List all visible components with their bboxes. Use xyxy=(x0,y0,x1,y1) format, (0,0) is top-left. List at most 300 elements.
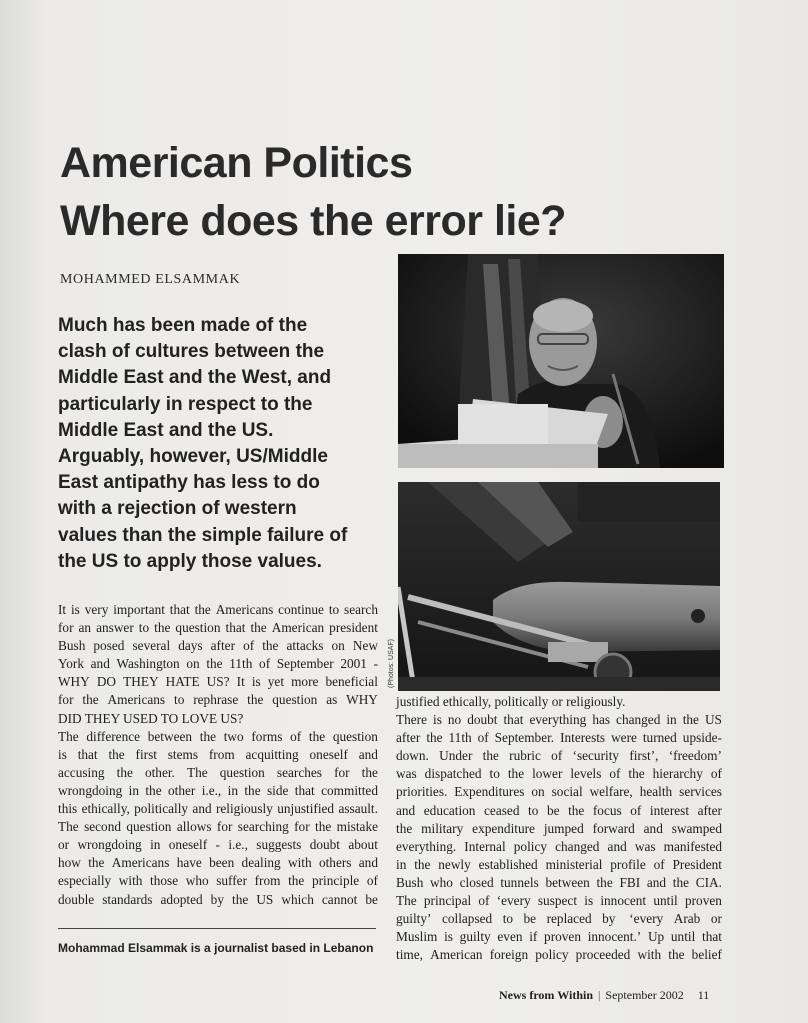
body-word: Internal xyxy=(464,838,506,854)
body-word: HATE xyxy=(165,674,200,690)
body-word: after xyxy=(210,638,236,654)
title-line-1: American Politics xyxy=(60,139,413,187)
body-word: was xyxy=(396,766,417,782)
body-line xyxy=(396,783,722,801)
body-line xyxy=(396,711,722,729)
body-line xyxy=(396,820,722,838)
body-word: innocent xyxy=(600,893,647,909)
body-word: FBI xyxy=(619,874,641,890)
body-word: is xyxy=(70,602,80,617)
body-word: the xyxy=(682,712,699,728)
lead-line: Middle East and the US. xyxy=(58,419,274,441)
body-word: doubt xyxy=(309,837,340,853)
body-word: - xyxy=(215,837,220,853)
body-word: i.e., xyxy=(228,837,248,853)
body-word: Up xyxy=(647,929,665,945)
munition-photo-graphic xyxy=(398,482,720,691)
body-word: oneself xyxy=(309,746,348,762)
body-word: been xyxy=(209,855,235,871)
body-word: dispatched xyxy=(424,766,482,782)
body-word: days xyxy=(178,638,203,654)
body-word: health xyxy=(639,784,673,800)
body-word: the xyxy=(308,728,326,744)
body-word: that xyxy=(77,746,98,762)
body-word: question xyxy=(272,692,318,708)
body-word: ‘every xyxy=(629,911,664,927)
body-word: between xyxy=(147,728,193,744)
body-word: of xyxy=(243,638,255,654)
body-word: committed xyxy=(321,782,378,798)
body-word: the xyxy=(250,620,267,636)
footer-publication: News from Within xyxy=(499,988,594,1002)
body-word: i.e., xyxy=(201,782,222,798)
body-word: - xyxy=(373,656,378,672)
body-word: suffer xyxy=(216,873,248,889)
body-word: the xyxy=(596,874,613,890)
body-word: swamped xyxy=(671,820,722,836)
body-word: assault. xyxy=(338,801,378,817)
body-word: the xyxy=(108,746,125,762)
body-word: It xyxy=(236,674,245,690)
body-word: is xyxy=(251,674,261,690)
body-word: Bush xyxy=(396,874,424,890)
body-word: to xyxy=(138,620,150,636)
body-word: question xyxy=(332,728,378,744)
body-word: has xyxy=(592,712,611,728)
body-word: as xyxy=(326,692,338,708)
body-word: first xyxy=(135,746,157,762)
body-word: US xyxy=(256,891,274,907)
body-word: jumped xyxy=(543,820,584,836)
body-word: others xyxy=(318,855,352,871)
body-word: The xyxy=(58,819,79,835)
body-word: the xyxy=(426,730,443,746)
body-word: by xyxy=(602,911,619,927)
body-word: the xyxy=(232,891,249,907)
body-word: The xyxy=(58,728,79,744)
body-word: US? xyxy=(206,674,230,690)
body-word: and xyxy=(358,746,378,762)
body-line xyxy=(58,691,378,709)
body-line xyxy=(58,619,378,637)
body-word: welfare, xyxy=(589,784,633,800)
body-word: that xyxy=(294,782,315,798)
body-word: posed xyxy=(93,638,125,654)
body-word: focus xyxy=(592,802,622,818)
body-word: beneficial xyxy=(325,674,378,690)
body-word: the xyxy=(247,692,264,708)
body-word: the xyxy=(116,764,133,780)
body-word: on xyxy=(186,656,200,672)
body-word: after xyxy=(396,730,421,746)
body-word: accusing xyxy=(58,764,105,780)
body-word: to xyxy=(489,766,500,782)
body-word: and xyxy=(358,855,378,871)
body-word: especially xyxy=(58,873,112,889)
body-word: manifested xyxy=(663,838,722,854)
body-line xyxy=(58,800,378,818)
body-word: the xyxy=(262,638,279,654)
body-word: unjustified xyxy=(277,801,335,817)
body-line xyxy=(396,729,722,747)
body-word: is xyxy=(58,746,67,762)
body-line xyxy=(58,746,378,764)
speaker-photo-graphic xyxy=(398,254,724,468)
body-word: CIA. xyxy=(695,874,722,890)
body-word: expenditure xyxy=(472,820,535,836)
body-word: if xyxy=(529,929,538,945)
body-word: It xyxy=(58,602,67,617)
body-word: in xyxy=(666,712,677,728)
body-word: the xyxy=(154,620,171,636)
body-word: New xyxy=(352,638,378,654)
body-line xyxy=(58,637,378,655)
footer-separator: | xyxy=(598,988,601,1002)
body-word: the xyxy=(315,819,332,835)
body-word: answer xyxy=(96,620,134,636)
body-word: other. xyxy=(144,764,175,780)
body-word: more xyxy=(291,674,319,690)
body-word: military xyxy=(421,820,464,836)
body-word: everything xyxy=(529,712,587,728)
body-word: is xyxy=(444,929,453,945)
body-word: stems xyxy=(167,746,199,762)
body-word: time, xyxy=(396,947,423,963)
title-line-2: Where does the error lie? xyxy=(60,197,567,245)
body-line xyxy=(396,856,722,874)
body-word: was xyxy=(634,838,656,854)
lead-line: East antipathy has less to do xyxy=(58,472,320,494)
body-line xyxy=(396,910,722,928)
body-word: the xyxy=(396,820,413,836)
body-word: after xyxy=(697,802,722,818)
body-word: social xyxy=(551,784,583,800)
body-word: be xyxy=(546,802,560,818)
body-word: is xyxy=(584,893,594,909)
body-word: of xyxy=(290,728,302,744)
body-word: two xyxy=(223,728,244,744)
body-word: the xyxy=(194,602,211,617)
body-word: difference xyxy=(86,728,141,744)
body-word: the xyxy=(628,766,645,782)
body-word: with xyxy=(288,855,312,871)
body-word: principle xyxy=(311,873,360,889)
body-word: the xyxy=(361,764,378,780)
body-word: allows xyxy=(176,819,212,835)
body-word: how xyxy=(58,855,81,871)
body-word: the xyxy=(145,782,162,798)
body-word: the xyxy=(288,873,305,889)
body-word: standards xyxy=(102,891,153,907)
body-word: 2001 xyxy=(340,656,367,672)
body-word: and xyxy=(643,820,663,836)
body-word: for xyxy=(58,620,74,636)
body-word: or xyxy=(58,837,70,853)
body-word: down. xyxy=(396,748,429,764)
body-word: ‘freedom’ xyxy=(668,748,722,764)
body-word: Under xyxy=(439,748,473,764)
body-word: searches xyxy=(276,764,322,780)
body-word: American xyxy=(271,620,325,636)
body-word: president xyxy=(329,620,378,636)
body-word: Expenditures xyxy=(454,784,525,800)
bio-divider xyxy=(58,928,376,929)
body-word: foreign xyxy=(489,947,529,963)
body-word: established xyxy=(478,856,538,872)
lead-line: values than the simple failure of xyxy=(58,524,348,546)
body-word: suspect xyxy=(537,893,578,909)
body-line: DID THEY USED TO LOVE US? xyxy=(58,710,244,726)
article-title xyxy=(60,134,760,250)
body-word: no xyxy=(447,712,462,728)
body-word: DO xyxy=(96,674,117,690)
body-word: the xyxy=(244,782,261,798)
body-word: newly xyxy=(438,856,471,872)
body-word: in xyxy=(150,837,161,853)
body-line xyxy=(396,874,722,892)
body-word: who xyxy=(430,874,453,890)
body-word: closed xyxy=(459,874,494,890)
body-word: Americans xyxy=(107,692,166,708)
footer-page-number: 11 xyxy=(697,988,710,1002)
body-word: question xyxy=(175,620,221,636)
body-word: interest xyxy=(649,802,690,818)
body-word: for xyxy=(216,819,233,835)
body-word: those xyxy=(150,873,179,889)
body-word: September. xyxy=(494,730,555,746)
body-word: were xyxy=(611,730,637,746)
body-line xyxy=(58,764,378,782)
body-word: be xyxy=(523,911,537,927)
body-word: THEY xyxy=(123,674,159,690)
body-word: of xyxy=(653,856,665,872)
body-word: the xyxy=(672,874,689,890)
body-word: rephrase xyxy=(193,692,239,708)
body-word: The xyxy=(186,764,208,780)
body-word: the xyxy=(482,748,499,764)
body-word: to xyxy=(328,602,340,617)
body-column-right xyxy=(396,693,722,964)
body-word: question xyxy=(219,764,265,780)
footer-date: September 2002 xyxy=(605,988,684,1002)
body-word: WHY xyxy=(58,674,90,690)
body-word: for xyxy=(334,764,350,780)
body-word: Interests xyxy=(560,730,606,746)
body-word: and xyxy=(607,838,627,854)
body-word: dealing xyxy=(241,855,281,871)
body-word: priorities. xyxy=(396,784,448,800)
body-word: proven xyxy=(684,893,722,909)
body-line xyxy=(396,747,722,765)
body-word: politically xyxy=(134,801,189,817)
body-word: changed xyxy=(555,838,600,854)
body-word: hierarchy xyxy=(652,766,703,782)
body-word: the xyxy=(82,692,99,708)
body-word: continue xyxy=(278,602,324,617)
body-word: education xyxy=(423,802,476,818)
body-word: the xyxy=(507,766,525,782)
body-line xyxy=(58,782,378,800)
body-word: important xyxy=(113,602,165,617)
body-word: about xyxy=(348,837,378,853)
body-word: the xyxy=(206,656,223,672)
body-word: of xyxy=(710,766,722,782)
body-word: belief xyxy=(691,947,722,963)
body-word: which xyxy=(281,891,314,907)
body-word: by xyxy=(210,891,224,907)
photo-munition-loader xyxy=(398,482,720,691)
body-word: the xyxy=(414,856,431,872)
body-word: WHY xyxy=(346,692,378,708)
body-word: several xyxy=(132,638,171,654)
body-word: services xyxy=(679,784,722,800)
body-word: collapsed xyxy=(441,911,493,927)
body-word: and xyxy=(90,656,110,672)
author-bio: Mohammad Elsammak is a journalist based in Lebanon xyxy=(58,941,374,955)
body-word: turned xyxy=(642,730,677,746)
body-line xyxy=(396,928,722,946)
body-line xyxy=(58,818,378,836)
body-word: on xyxy=(331,638,345,654)
body-word: guilty’ xyxy=(396,911,432,927)
body-word: with xyxy=(118,873,143,889)
body-word: the xyxy=(568,802,585,818)
body-word: The xyxy=(396,893,417,909)
body-word: from xyxy=(254,873,281,889)
body-word: first’, xyxy=(629,748,659,764)
body-word: 11th xyxy=(448,730,472,746)
lead-line: with a rejection of western xyxy=(58,498,297,520)
body-word: suggests xyxy=(256,837,302,853)
body-word: of xyxy=(366,873,378,889)
body-word: until xyxy=(670,929,696,945)
body-word: attacks xyxy=(286,638,324,654)
body-word: on xyxy=(531,784,545,800)
body-word: of xyxy=(609,766,621,782)
body-word: everything. xyxy=(396,838,457,854)
body-word: the xyxy=(199,728,217,744)
body-word: acquitting xyxy=(245,746,299,762)
body-word: forms xyxy=(251,728,283,744)
body-word: until xyxy=(653,893,678,909)
lead-line: particularly in respect to the xyxy=(58,393,313,415)
body-word: mistake xyxy=(336,819,378,835)
body-word: is xyxy=(433,712,442,728)
body-word: of xyxy=(478,893,490,909)
body-word: wrongdoing xyxy=(77,837,142,853)
body-line xyxy=(58,601,378,619)
body-word: There xyxy=(396,712,428,728)
body-word: cannot xyxy=(321,891,358,907)
body-word: yet xyxy=(267,674,285,690)
body-word: 11th xyxy=(229,656,253,672)
body-word: ‘security xyxy=(572,748,620,764)
body-word: the xyxy=(88,855,105,871)
body-word: this xyxy=(58,801,78,817)
body-line xyxy=(58,891,378,909)
photo-speaker-at-podium xyxy=(398,254,724,468)
body-word: Americans xyxy=(111,855,170,871)
lead-paragraph xyxy=(58,313,388,575)
body-word: Bush xyxy=(58,638,86,654)
body-line xyxy=(396,838,722,856)
body-word: the xyxy=(668,947,685,963)
body-word: double xyxy=(58,891,95,907)
body-word: guilty xyxy=(459,929,491,945)
body-word: policy xyxy=(535,947,569,963)
body-word: that xyxy=(169,602,190,617)
body-word: American xyxy=(430,947,483,963)
body-word: Washington xyxy=(116,656,180,672)
body-word: of xyxy=(551,748,563,764)
body-column-left xyxy=(58,601,378,909)
body-word: in xyxy=(227,782,238,798)
body-line: justified ethically, politically or religiously. xyxy=(396,694,626,709)
body-word: to xyxy=(174,692,185,708)
body-line xyxy=(396,802,722,820)
body-line xyxy=(58,836,378,854)
body-word: who xyxy=(185,873,209,889)
body-word: tunnels xyxy=(500,874,539,890)
body-word: to xyxy=(528,802,539,818)
body-word: forward xyxy=(592,820,635,836)
body-word: President xyxy=(672,856,722,872)
body-word: replaced xyxy=(546,911,592,927)
body-word: principal xyxy=(423,893,472,909)
body-word: even xyxy=(497,929,523,945)
body-word: Americans xyxy=(215,602,274,617)
body-word: be xyxy=(365,891,378,907)
body-word: an xyxy=(78,620,92,636)
body-word: or xyxy=(710,911,722,927)
body-word: for xyxy=(58,692,74,708)
body-word: rubric xyxy=(509,748,541,764)
body-word: of xyxy=(477,730,489,746)
body-word: changed xyxy=(616,712,661,728)
lead-line: Arguably, however, US/Middle xyxy=(58,446,328,468)
body-word: and xyxy=(646,874,667,890)
body-word: between xyxy=(545,874,590,890)
body-word: and xyxy=(396,802,416,818)
body-word: ethically, xyxy=(81,801,130,817)
body-word: US xyxy=(704,712,722,728)
lead-line: the US to apply those values. xyxy=(58,550,322,572)
body-word: adopted xyxy=(160,891,203,907)
body-word: side xyxy=(266,782,289,798)
body-word: in xyxy=(128,782,139,798)
body-line xyxy=(396,765,722,783)
body-word: ‘every xyxy=(496,893,531,909)
body-word: levels xyxy=(570,766,602,782)
body-word: second xyxy=(84,819,121,835)
body-word: lower xyxy=(532,766,563,782)
body-word: proven xyxy=(544,929,581,945)
body-word: proceeded xyxy=(575,947,631,963)
body-line xyxy=(58,655,378,673)
body-line xyxy=(58,872,378,890)
body-word: doubt xyxy=(467,712,498,728)
body-word: of xyxy=(259,656,271,672)
lead-line: clash of cultures between the xyxy=(58,341,325,363)
body-line xyxy=(58,728,378,746)
lead-line: Middle East and the West, and xyxy=(58,367,332,389)
body-word: of xyxy=(630,802,642,818)
body-word: question xyxy=(126,819,172,835)
body-word: September xyxy=(276,656,334,672)
body-word: other xyxy=(167,782,196,798)
body-word: search xyxy=(344,602,378,617)
body-word: with xyxy=(637,947,662,963)
